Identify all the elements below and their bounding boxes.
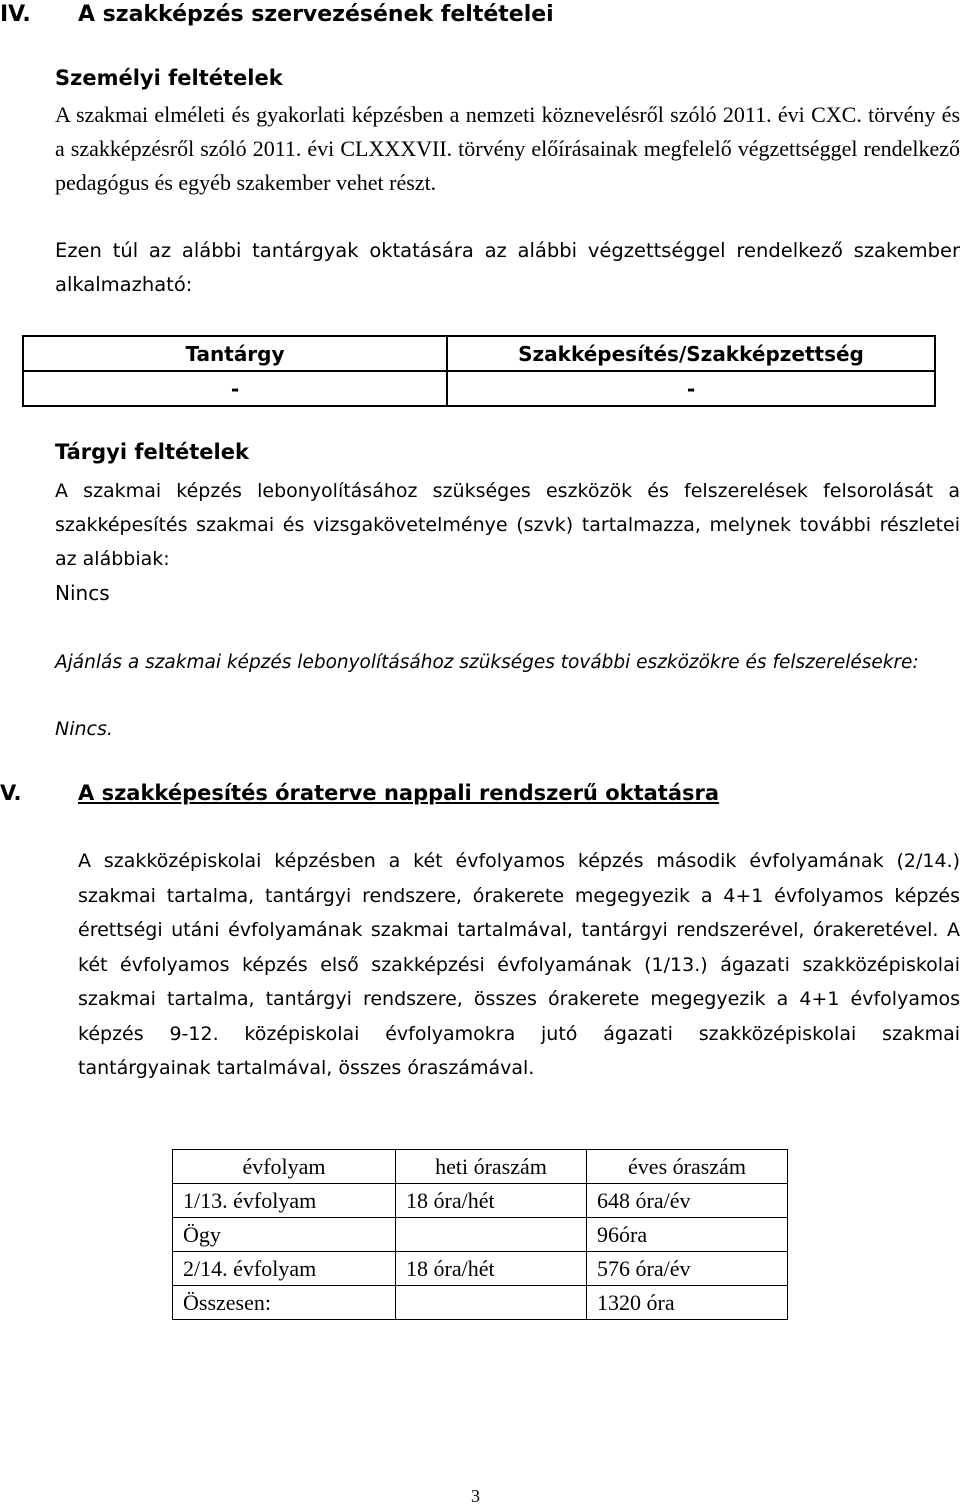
table-cell: Összesen:: [173, 1286, 396, 1320]
hours-table: [172, 1149, 788, 1320]
table-row: [23, 371, 935, 406]
table-cell: 1/13. évfolyam: [173, 1184, 396, 1218]
personal-paragraph-2: Ezen túl az alábbi tantárgyak oktatására az alábbi végzettséggel rendelkező szakember alkalmazható:: [55, 239, 960, 296]
personal-paragraph-1: A szakmai elméleti és gyakorlati képzésben a nemzeti köznevelésről szóló 2011. évi CXC. törvény és a szakképzésről szóló 2011. évi CLXXXVII. törvény előírásainak megfelelő végzettséggel rendelkező pedagógus és egyéb szakember vehet részt.: [55, 102, 960, 195]
section-v-number: V.: [0, 781, 22, 805]
table-row: [173, 1218, 788, 1252]
table-cell: 96óra: [587, 1218, 788, 1252]
section-v-paragraph: A szakközépiskolai képzésben a két évfolyamos képzés második évfolyamának (2/14.) szakmai tartalma, tantárgyi rendszere, órakerete megegyezik a 4+1 évfolyamos képzés érettségi utáni évfolyamának szakmai tartalmával, tantárgyi rendszerével, órakeretével. A két évfolyamos képzés első szakképzési évfolyamának (1/13.) ágazati szakközépiskolai szakmai tartalma, tantárgyi rendszere, összes órakerete megegyezik a 4+1 évfolyamos képzés 9-12. középiskolai évfolyamokra jutó ágazati szakközépiskolai szakmai tantárgyainak tartalmával, összes óraszámával.: [78, 850, 960, 1079]
table-cell: Ögy: [173, 1218, 396, 1252]
column-header: Tantárgy: [23, 336, 447, 371]
section-title: A szakképzés szervezésének feltételei: [78, 2, 554, 27]
material-conditions-heading: Tárgyi feltételek: [55, 440, 249, 464]
page-number: 3: [471, 1486, 480, 1506]
column-header: Szakképesítés/Szakképzettség: [447, 336, 935, 371]
column-header: heti óraszám: [396, 1150, 587, 1184]
table-cell: 1320 óra: [587, 1286, 788, 1320]
subject-qualification-table: [22, 335, 936, 407]
table-cell: 2/14. évfolyam: [173, 1252, 396, 1286]
column-header: évfolyam: [173, 1150, 396, 1184]
table-cell: 648 óra/év: [587, 1184, 788, 1218]
material-paragraph: A szakmai képzés lebonyolításához szükséges eszközök és felszerelések felsorolását a szakképesítés szakmai és vizsgakövetelménye (szvk) tartalmazza, melynek további részletei az alábbiak:: [55, 480, 960, 570]
section-number: IV.: [0, 2, 31, 27]
personal-conditions-heading: Személyi feltételek: [55, 66, 283, 90]
table-cell: 576 óra/év: [587, 1252, 788, 1286]
table-row: [173, 1286, 788, 1320]
column-header: éves óraszám: [587, 1150, 788, 1184]
table-cell: 18 óra/hét: [396, 1184, 587, 1218]
table-row: [173, 1184, 788, 1218]
section-v-title: A szakképesítés óraterve nappali rendszerű oktatásra: [78, 781, 720, 805]
recommendation-text: Ajánlás a szakmai képzés lebonyolításához szükséges további eszközökre és felszerelésekre:: [55, 652, 919, 673]
table-header-row: [23, 336, 935, 371]
recommendation-value: Nincs.: [55, 718, 113, 740]
table-header-row: [173, 1150, 788, 1184]
material-value: Nincs: [55, 581, 110, 605]
table-cell: -: [23, 371, 447, 406]
table-cell: 18 óra/hét: [396, 1252, 587, 1286]
table-cell: [396, 1218, 587, 1252]
table-cell: -: [447, 371, 935, 406]
table-row: [173, 1252, 788, 1286]
table-cell: [396, 1286, 587, 1320]
